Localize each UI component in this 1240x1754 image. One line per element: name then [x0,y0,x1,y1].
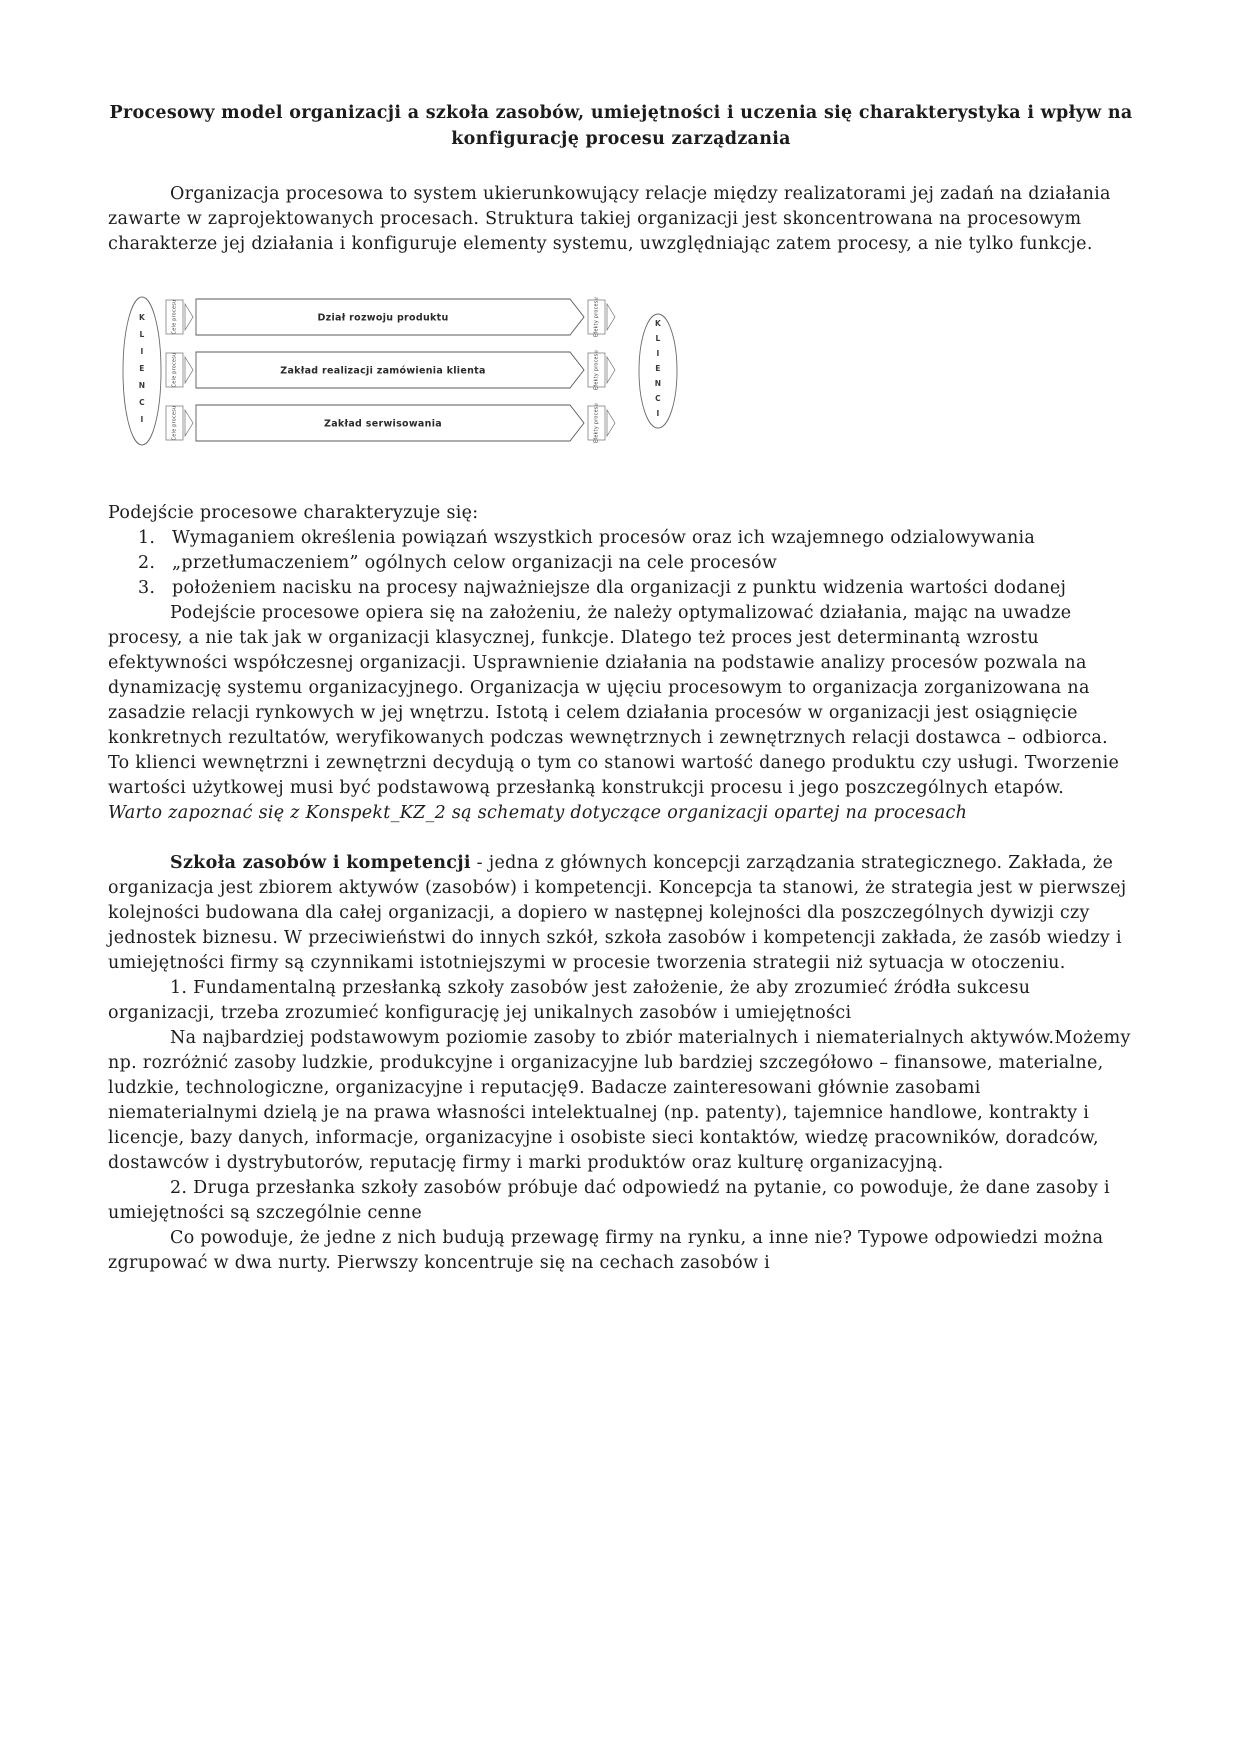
process-goals-label: Cele procesu [172,299,178,335]
process-effects-label: Efekty procesu [594,403,600,443]
paragraph-resource-school [108,851,1134,976]
list-item [108,526,1134,551]
arrow-icon [185,304,193,330]
process-label: Zakład serwisowania [324,418,442,430]
client-letter: K [654,319,662,328]
arrow-icon [185,357,193,383]
paragraph-note-italic: Warto zapoznać się z Konspekt_KZ_2 są schematy dotyczące organizacji opartej na procesach [108,803,968,823]
client-letter: I [140,347,144,356]
clients-ellipse-left [123,297,161,445]
client-letter: N [654,379,662,388]
paragraph-premise-1: 1. Fundamentalną przesłanką szkoły zasobów jest założenie, że aby zrozumieć źródła sukcesu organizacji, trzeba zrozumieć konfigurację jej unikalnych zasobów i umiejętności [108,978,1031,1023]
client-letter: E [139,364,145,373]
paragraph-final: Co powoduje, że jedne z nich budują przewagę firmy na rynku, a inne nie? Typowe odpowiedzi można zgrupować w dwa nurty. Pierwszy koncentruje się na cechach zasobów i [108,1228,1104,1273]
list-item-text: położeniem nacisku na procesy najważniejsze dla organizacji z punktu widzenia wartości dodanej [172,578,1067,598]
process-effects-label: Efekty procesu [594,350,600,390]
list-item-text: „przetłumaczeniem” ogólnych celow organizacji na cele procesów [172,553,778,573]
client-letter: C [655,394,661,403]
clients-ellipse-right [639,314,677,428]
list-item-number: 1. [138,528,156,548]
list-item-number: 2. [138,553,156,573]
arrow-icon [607,357,615,383]
process-label: Zakład realizacji zamówienia klienta [280,365,486,377]
resource-school-heading: Szkoła zasobów i kompetencji [170,853,471,873]
process-row-service [166,403,615,443]
client-letter: E [655,364,661,373]
client-letter: L [139,330,145,339]
list-item-text: Wymaganiem określenia powiązań wszystkich procesów oraz ich wzajemnego odzialowywania [172,528,1036,548]
process-diagram-svg [118,291,690,451]
client-letter: I [656,409,660,418]
arrow-icon [185,410,193,436]
process-row-product-development [166,297,615,337]
arrow-icon [607,410,615,436]
client-letter: N [138,381,146,390]
client-letter: I [140,415,144,424]
client-letter: K [138,313,146,322]
process-row-order-fulfilment [166,350,615,390]
list-intro: Podejście procesowe charakteryzuje się: [108,503,479,523]
paragraph-resources-types: Na najbardziej podstawowym poziomie zasoby to zbiór materialnych i niematerialnych aktywów.Możemy np. rozróżnić zasoby ludzkie, produkcyjne i organizacyjne lub bardziej szczegółowo – finansowe, materialne, ludzkie, technologiczne, organizacyjne i reputację9. Badacze zainteresowani głównie zasobami niematerialnymi dzielą je na prawa własności intelektualnej (np. patenty), tajemnice handlowe, kontrakty i licencje, bazy danych, informacje, organizacyjne i osobiste sieci kontaktów, wiedzę pracowników, doradców, dostawców i dystrybutorów, reputację firmy i marki produktów oraz kulturę organizacyjną. [108,1028,1131,1173]
list-item [108,576,1134,601]
page-title: Procesowy model organizacji a szkoła zasobów, umiejętności i uczenia się charakterystyka i wpływ na konfigurację procesu zarządzania [109,103,1133,149]
process-goals-label: Cele procesu [172,352,178,388]
list-item [108,551,1134,576]
resource-school-text: - jedna z głównych koncepcji zarządzania strategicznego. Zakłada, że organizacja jest zbiorem aktywów (zasobów) i kompetencji. Koncepcja ta stanowi, że strategia jest w pierwszej kolejności budowana dla całej organizacji, a dopiero w następnej kolejności dla poszczególnych dywizji czy jednostek biznesu. W przeciwieństwi do innych szkół, szkoła zasobów i kompetencji zakłada, że zasób wiedzy i umiejętności firmy są czynnikami istotniejszymi w procesie tworzenia strategii niż sytuacja w otoczeniu. [108,853,1127,973]
paragraph-premise-2: 2. Druga przesłanka szkoły zasobów próbuje dać odpowiedź na pytanie, co powoduje, że dane zasoby i umiejętności są szczególnie cenne [108,1178,1110,1223]
paragraph-intro: Organizacja procesowa to system ukierunkowujący relacje między realizatorami jej zadań na działania zawarte w zaprojektowanych procesach. Struktura takiej organizacji jest skoncentrowana na procesowym charakterze jej działania i konfiguruje elementy systemu, uwzględniając zatem procesy, a nie tylko funkcje. [108,184,1111,254]
arrow-icon [607,304,615,330]
paragraph-process-approach: Podejście procesowe opiera się na założeniu, że należy optymalizować działania, mając na uwadze procesy, a nie tak jak w organizacji klasycznej, funkcje. Dlatego też proces jest determinantą wzrostu efektywności współczesnej organizacji. Usprawnienie działania na podstawie analizy procesów pozwala na dynamizację systemu organizacyjnego. Organizacja w ujęciu procesowym to organizacja zorganizowana na zasadzie relacji rynkowych w jej wnętrzu. Istotą i celem działania procesów w organizacji jest osiągnięcie konkretnych rezultatów, weryfikowanych podczas wewnętrznych i zewnętrznych relacji dostawca – odbiorca. To klienci wewnętrzni i zewnętrzni decydują o tym co stanowi wartość danego produktu czy usługi. Tworzenie wartości użytkowej musi być podstawową przesłanką konstrukcji procesu i jego poszczególnych etapów. [108,603,1120,798]
client-letter: L [655,334,661,343]
process-goals-label: Cele procesu [172,405,178,441]
process-label: Dział rozwoju produktu [317,312,449,324]
process-diagram [118,291,690,459]
numbered-list [108,526,1134,601]
client-letter: I [656,349,660,358]
client-letter: C [139,398,145,407]
process-effects-label: Efekty procesu [594,297,600,337]
list-item-number: 3. [138,578,156,598]
